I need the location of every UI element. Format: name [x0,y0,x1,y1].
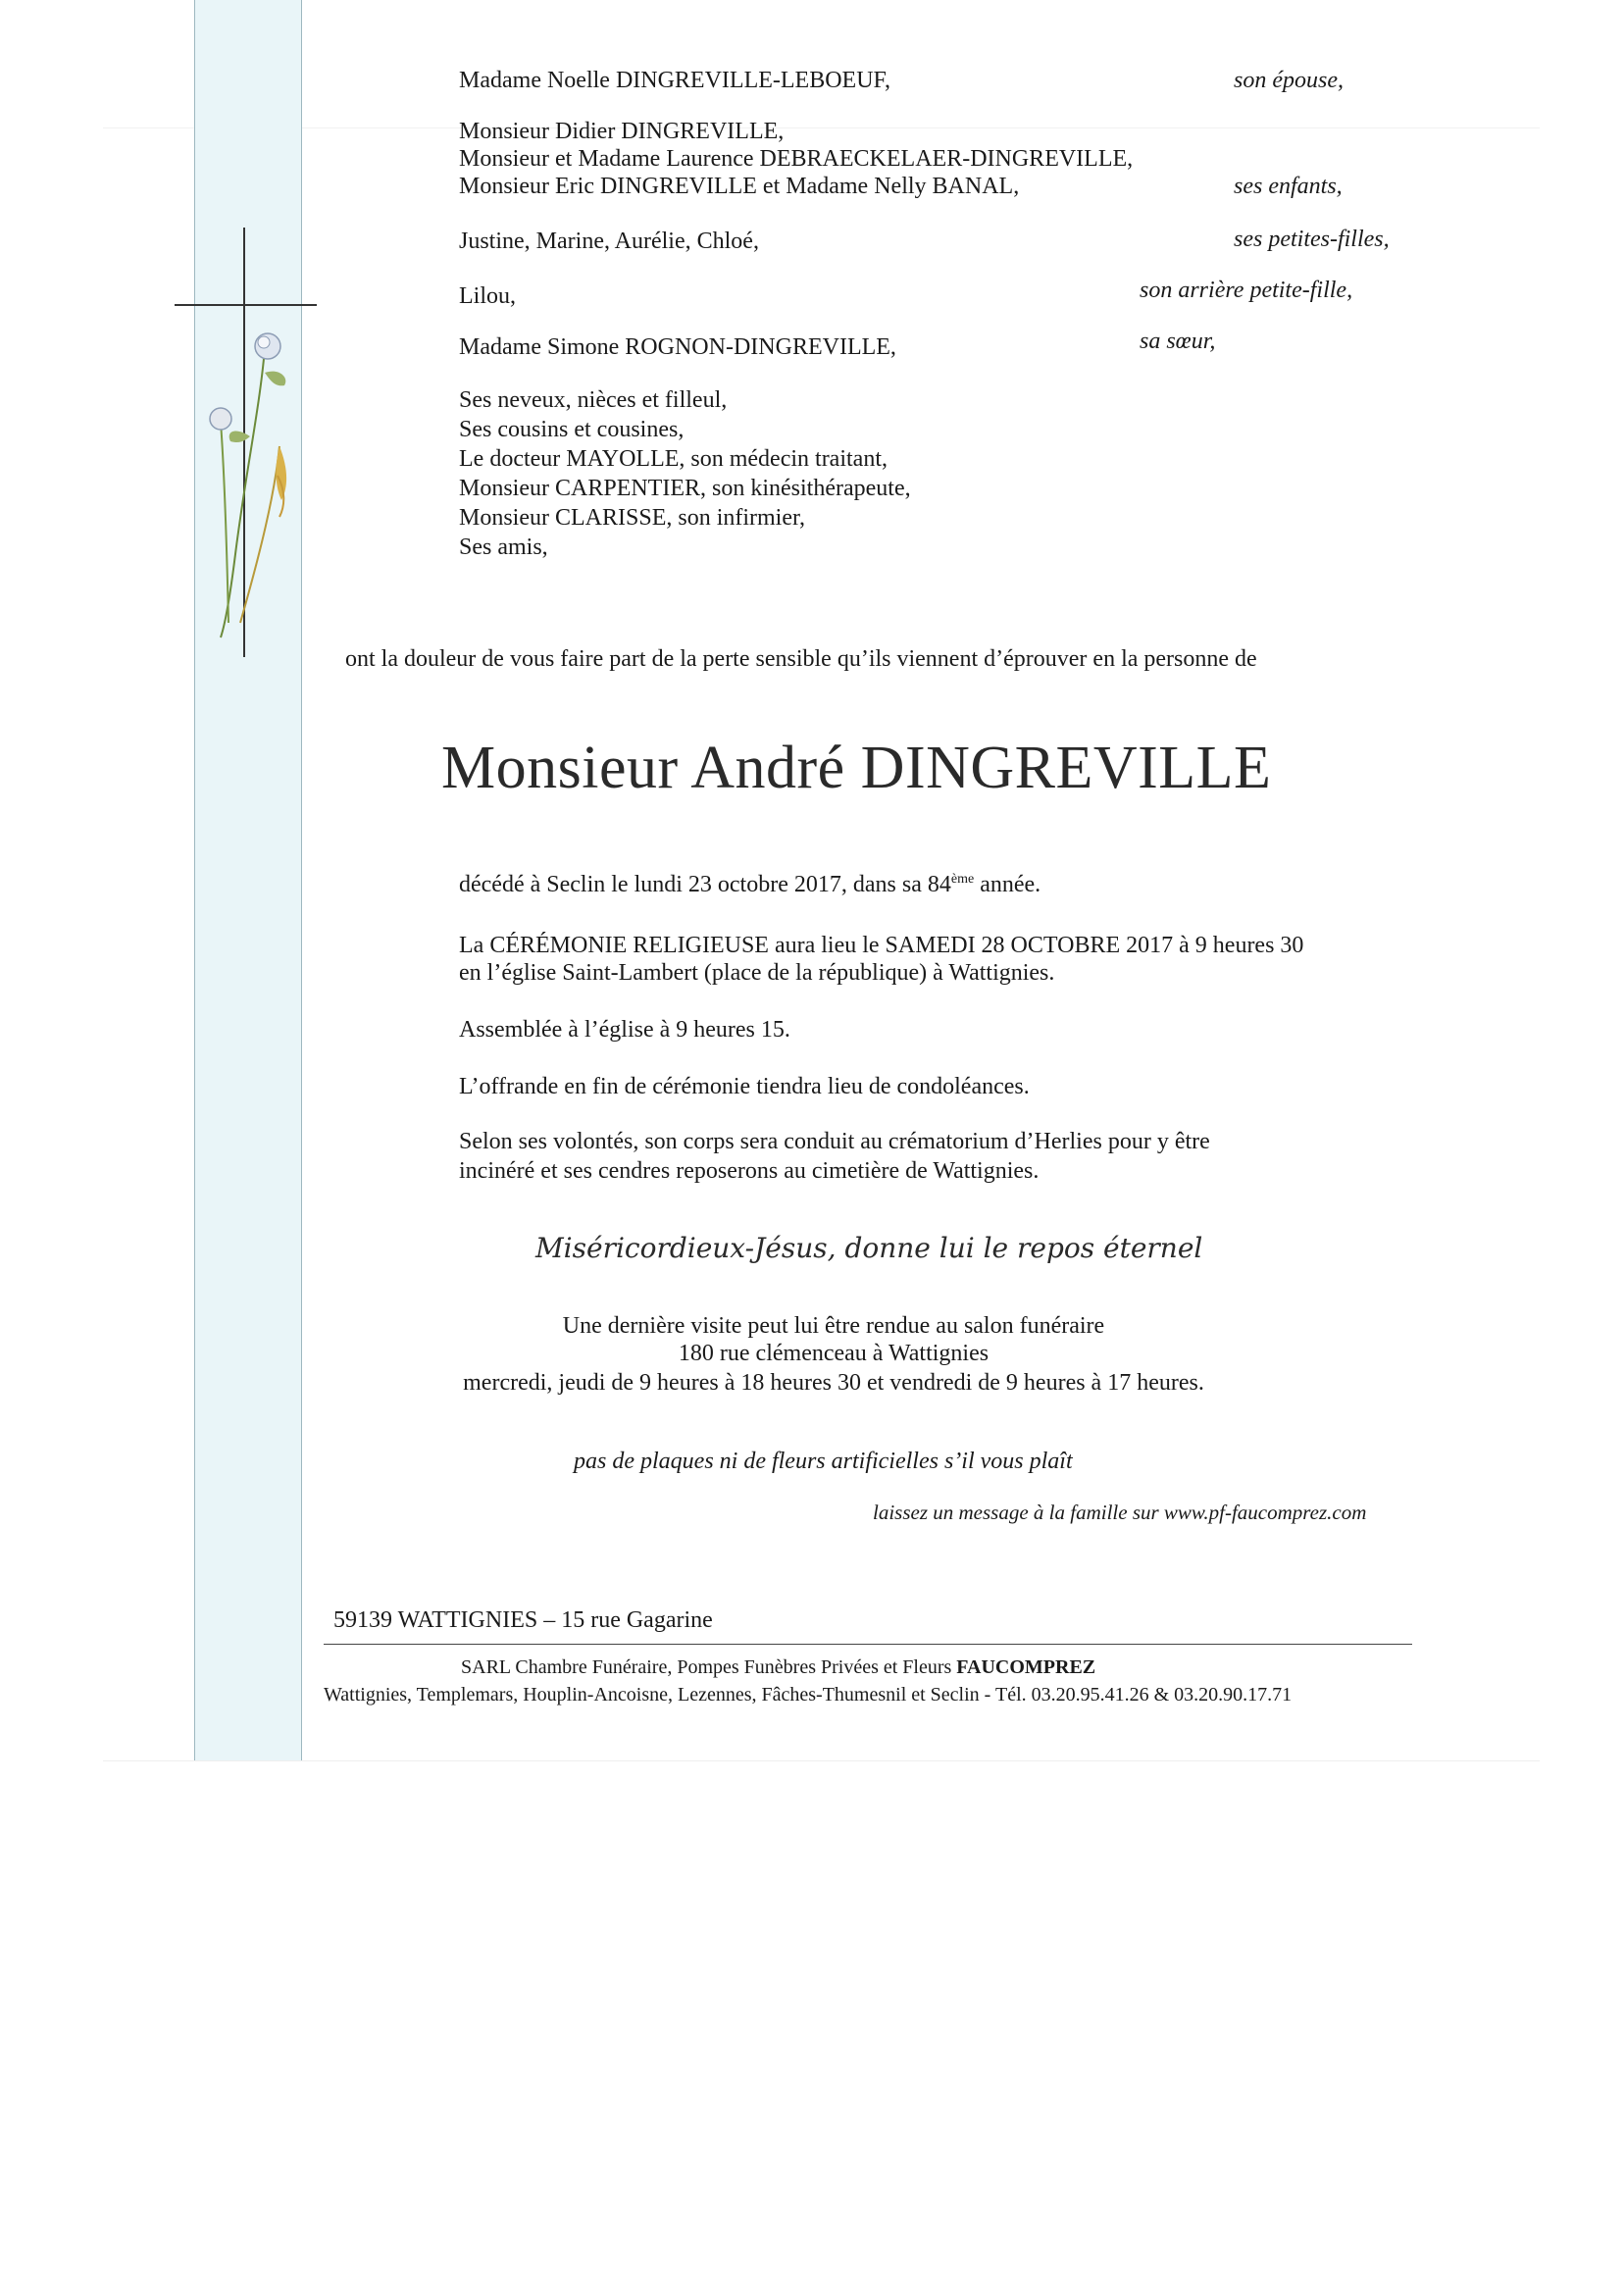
company-name: FAUCOMPREZ [956,1656,1096,1678]
decorative-band [194,0,302,1760]
family-line-6: Lilou, [459,283,516,309]
page-edge-top [103,127,1540,128]
offering-text: L’offrande en fin de cérémonie tiendra lieu de condoléances. [459,1074,1030,1099]
flowers-icon [191,329,309,642]
message-text: laissez un message à la famille sur www.pf-faucomprez.com [873,1501,1367,1524]
role-arriere-petite-fille: son arrière petite-fille, [1140,278,1353,303]
family-line-1: Madame Noelle DINGREVILLE-LEBOEUF, [459,68,890,93]
role-soeur: sa sœur, [1140,329,1216,354]
ceremony-line-2: en l’église Saint-Lambert (place de la république) à Wattignies. [459,960,1055,986]
family-line-3: Monsieur et Madame Laurence DEBRAECKELAER-DINGREVILLE, [459,146,1134,172]
locations-line: Wattignies, Templemars, Houplin-Ancoisne, Lezennes, Fâches-Thumesnil et Seclin - Tél. 03.20.95.41.26 & 03.20.90.17.71 [324,1684,1293,1706]
cross-horizontal-bar [175,304,317,306]
deceased-name: Monsieur André DINGREVILLE [441,735,1272,801]
others-line-6: Ses amis, [459,535,548,560]
no-flowers-text: pas de plaques ni de fleurs artificielles s’il vous plaît [574,1449,1073,1474]
role-enfants: ses enfants, [1234,174,1343,199]
visit-line-1: Une dernière visite peut lui être rendue au salon funéraire [562,1313,1105,1339]
others-line-2: Ses cousins et cousines, [459,417,685,442]
address-text: 59139 WATTIGNIES – 15 rue Gagarine [333,1607,713,1633]
others-line-4: Monsieur CARPENTIER, son kinésithérapeute, [459,476,911,501]
others-line-1: Ses neveux, nièces et filleul, [459,387,728,413]
family-line-4: Monsieur Eric DINGREVILLE et Madame Nelly BANAL, [459,174,1020,199]
assembly-text: Assemblée à l’église à 9 heures 15. [459,1017,790,1043]
page-edge-bottom [103,1760,1540,1761]
death-info-before: décédé à Seclin le lundi 23 octobre 2017, dans sa 84 [459,872,951,897]
family-line-2: Monsieur Didier DINGREVILLE, [459,119,785,144]
cremation-line-1: Selon ses volontés, son corps sera conduit au crématorium d’Herlies pour y être [459,1129,1210,1154]
footer-rule [324,1644,1412,1645]
prayer-text: Miséricordieux-Jésus, donne lui le repos éternel [535,1232,1203,1264]
death-info [459,871,1040,898]
family-line-7: Madame Simone ROGNON-DINGREVILLE, [459,334,896,360]
visit-line-3: mercredi, jeudi de 9 heures à 18 heures 30 et vendredi de 9 heures à 17 heures. [463,1370,1204,1396]
family-line-5: Justine, Marine, Aurélie, Chloé, [459,229,759,254]
company-line [461,1654,1095,1681]
company-prefix: SARL Chambre Funéraire, Pompes Funèbres Privées et Fleurs [461,1656,957,1678]
death-info-sup: ème [950,872,975,887]
role-epouse: son épouse, [1234,68,1344,93]
ceremony-line-1: La CÉRÉMONIE RELIGIEUSE aura lieu le SAMEDI 28 OCTOBRE 2017 à 9 heures 30 [459,933,1304,958]
others-line-3: Le docteur MAYOLLE, son médecin traitant, [459,446,888,472]
cremation-line-2: inciné​ré et ses cendres reposerons au cimetière de Wattignies. [459,1158,1040,1184]
role-petites-filles: ses petites-filles, [1234,227,1390,252]
announcement-text: ont la douleur de vous faire part de la perte sensible qu’ils viennent d’éprouver en la personne de [345,646,1257,672]
visit-line-2: 180 rue clémenceau à Wattignies [678,1341,990,1366]
death-info-after: année. [974,872,1041,897]
others-line-5: Monsieur CLARISSE, son infirmier, [459,505,806,531]
